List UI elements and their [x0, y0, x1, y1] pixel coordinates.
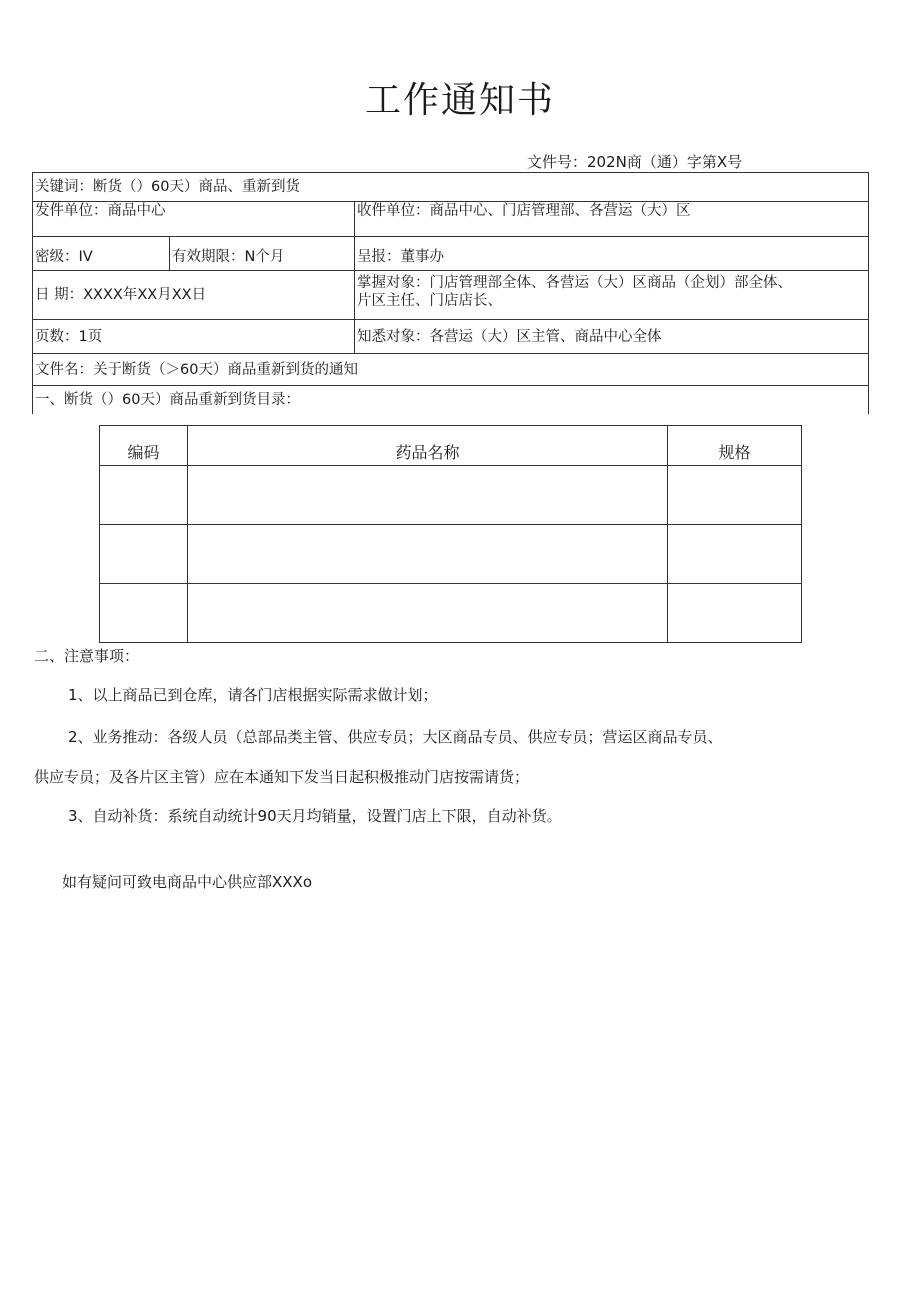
table-cell: [668, 584, 802, 643]
document-title: 工作通知书: [364, 80, 555, 121]
column-header-code: 编码: [100, 426, 188, 466]
pages-cell: 页数：1页: [33, 320, 355, 354]
issuer-cell: 发件单位：商品中心: [33, 202, 355, 237]
note-item-1: 1、以上商品已到仓库，请各门店根据实际需求做计划；: [68, 686, 438, 704]
file-name-cell: 文件名：关于断货（＞60天）商品重新到货的通知: [33, 354, 869, 386]
document-number: 文件号：202N商（通）字第X号: [527, 153, 743, 171]
table-row: [100, 466, 802, 525]
table-cell: [188, 466, 668, 525]
table-cell: [100, 525, 188, 584]
master-target-line2: 片区主任、门店店长、: [357, 293, 502, 309]
master-target-cell: [355, 271, 869, 320]
secret-level-cell: 密级：IV: [33, 237, 170, 271]
note-item-3: 3、自动补货：系统自动统计90天月均销量，设置门店上下限，自动补货。: [68, 807, 562, 825]
column-header-drug-name: 药品名称: [188, 426, 668, 466]
table-row: [100, 525, 802, 584]
table-cell: [188, 525, 668, 584]
table-cell: [100, 466, 188, 525]
contact-line: 如有疑问可致电商品中心供应部XXXo: [62, 873, 313, 891]
section2-title: 二、注意事项：: [34, 647, 140, 665]
column-header-spec: 规格: [668, 426, 802, 466]
table-row: [100, 584, 802, 643]
header-table: [32, 172, 869, 414]
receiver-cell: 收件单位：商品中心、门店管理部、各营运（大）区: [355, 202, 869, 237]
drug-list-table: [99, 425, 802, 643]
date-cell: [33, 271, 355, 320]
table-header-row: [100, 426, 802, 466]
table-cell: [668, 525, 802, 584]
master-target-line1: 掌握对象：门店管理部全体、各营运（大）区商品（企划）部全体、: [357, 275, 792, 291]
date-value: 日 期：XXXX年XX月XX日: [35, 287, 207, 303]
report-to-cell: 呈报：董事办: [355, 237, 869, 271]
keywords-cell: 关键词：断货（）60天）商品、重新到货: [33, 173, 869, 202]
note-item-2-line1: 2、业务推动：各级人员（总部品类主管、供应专员；大区商品专员、供应专员；营运区商品专员、: [68, 728, 723, 746]
note-item-2-line2: 供应专员；及各片区主管）应在本通知下发当日起积极推动门店按需请货；: [34, 768, 530, 786]
validity-cell: 有效期限：N个月: [170, 237, 355, 271]
table-cell: [100, 584, 188, 643]
table-cell: [188, 584, 668, 643]
section1-title-cell: 一、断货（）60天）商品重新到货目录：: [33, 386, 869, 414]
notify-target-cell: 知悉对象：各营运（大）区主管、商品中心全体: [355, 320, 869, 354]
table-cell: [668, 466, 802, 525]
